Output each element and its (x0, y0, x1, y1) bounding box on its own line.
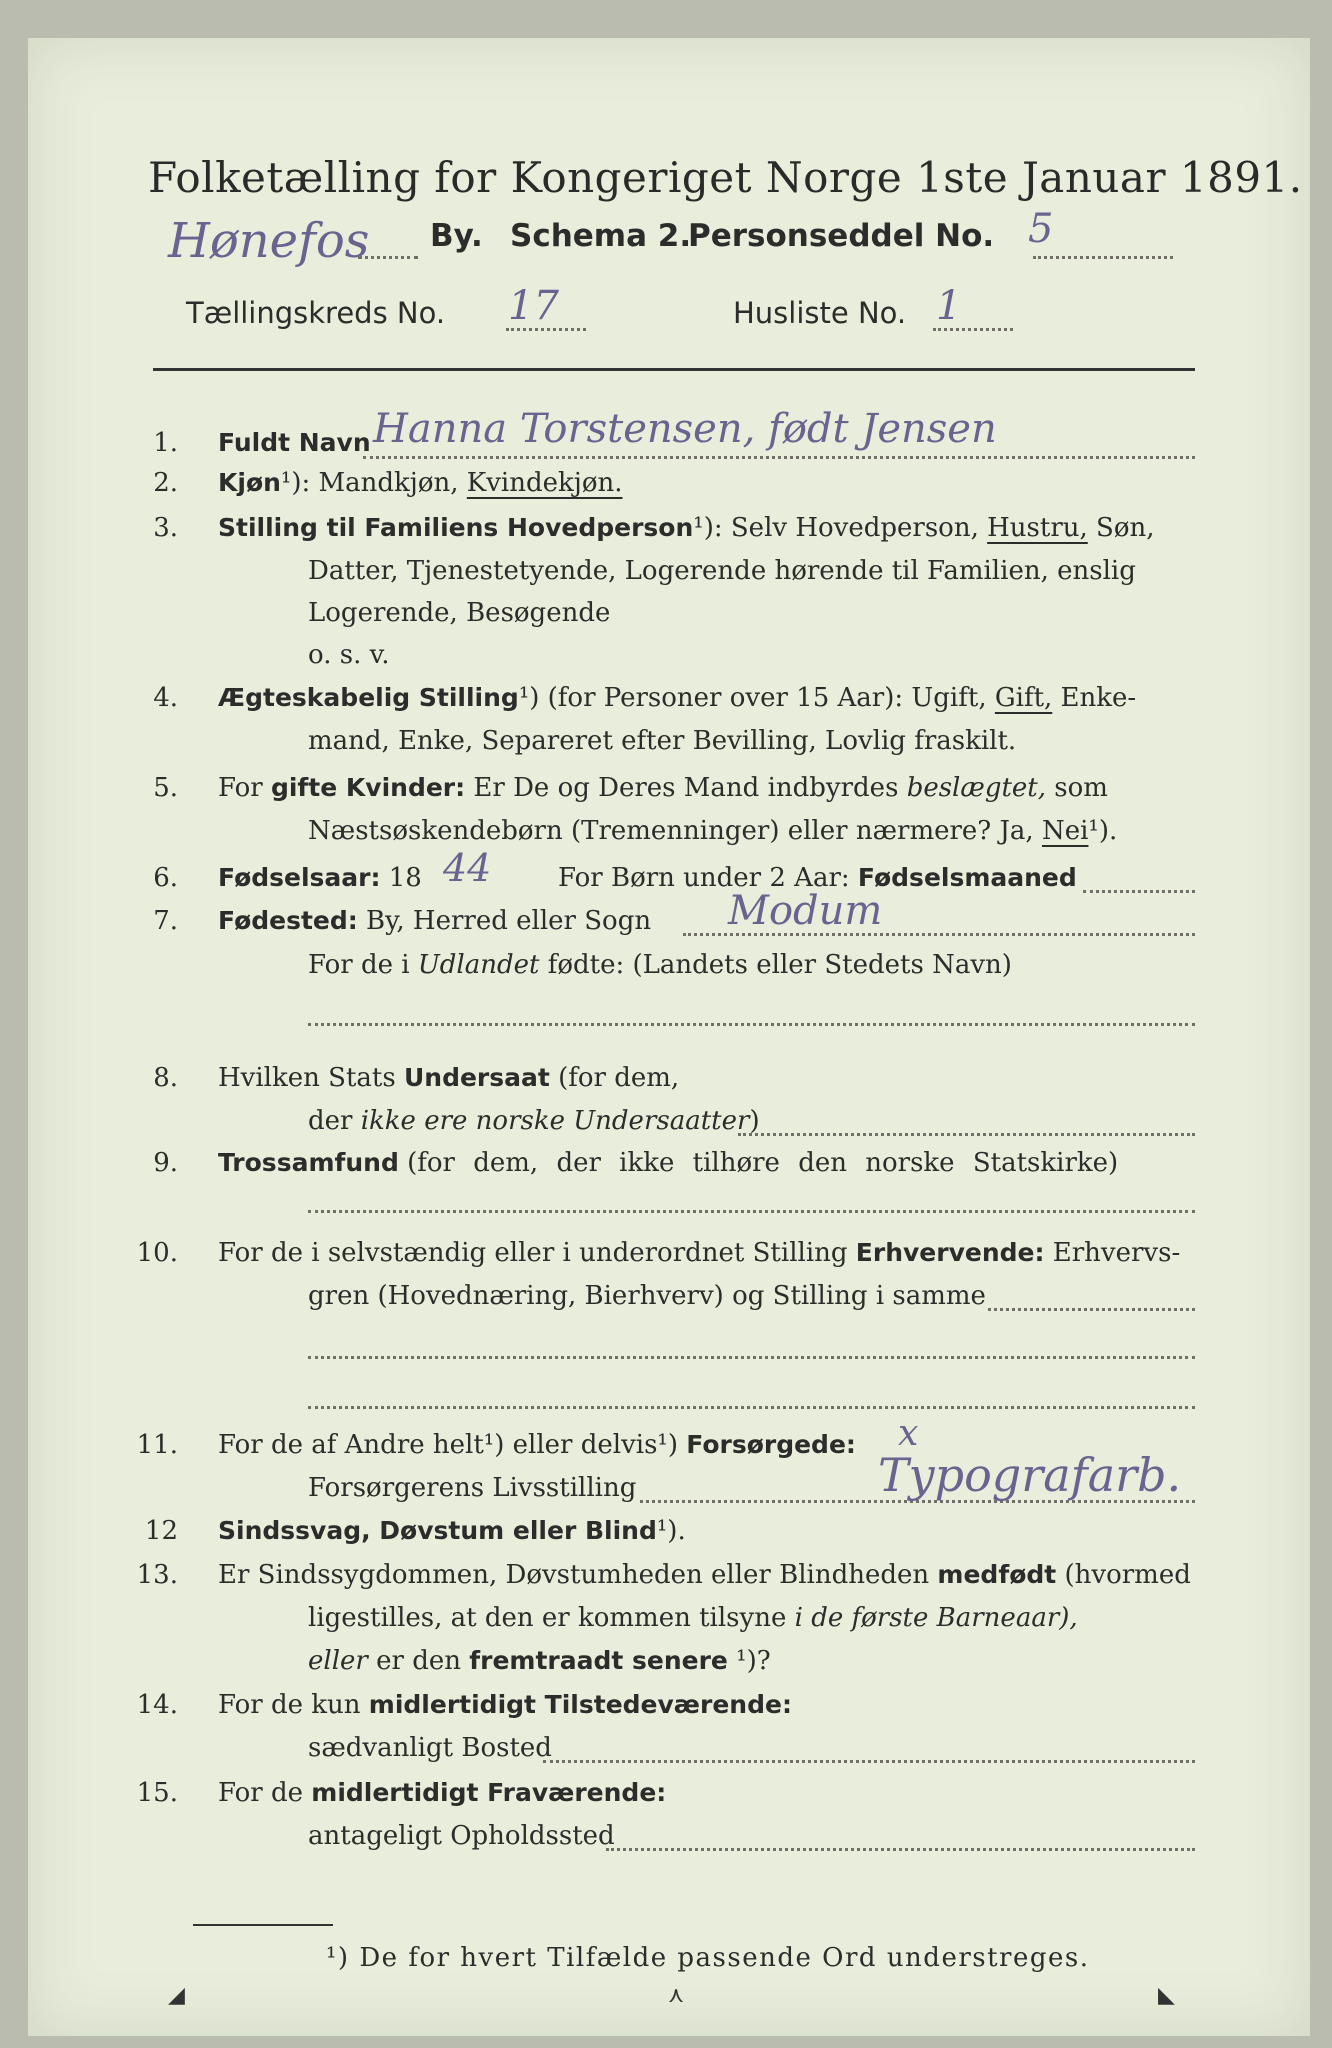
text: For Børn under 2 Aar: (558, 863, 850, 893)
item-number: 4. (153, 683, 178, 713)
text: Er Sindssygdommen, Døvstumheden eller Blindheden (218, 1560, 930, 1590)
item-number: 13. (136, 1560, 178, 1590)
marital-options-line2: mand, Enke, Separeret efter Bevilling, Lovlig fraskilt. (308, 726, 1017, 756)
position-options-2: Søn, (1096, 513, 1155, 543)
footnote-ref: ¹ (280, 468, 292, 498)
item-number: 11. (136, 1430, 178, 1460)
occupation-label: Erhvervende: (855, 1238, 1045, 1267)
supported-mark: x (898, 1413, 919, 1454)
temporary-absent-label: midlertidigt Fraværende: (311, 1778, 667, 1807)
text: ) (749, 1106, 760, 1136)
item-number: 12 (144, 1516, 178, 1546)
item-number: 1. (153, 428, 178, 458)
religion-label: Trossamfund (218, 1148, 399, 1177)
birth-month-label: Fødselsmaaned (857, 863, 1077, 892)
form-title: Folketælling for Kongeriget Norge 1ste Januar 1891. (148, 153, 1303, 202)
by-label: By. (430, 218, 483, 254)
footnote-rule (193, 1924, 333, 1926)
gender-selected: Kvindekjøn. (466, 468, 623, 498)
item-number: 5. (153, 773, 178, 803)
marital-selected: Gift, (994, 683, 1053, 713)
position-options-line4: o. s. v. (308, 640, 390, 670)
husliste-label: Husliste No. (733, 296, 907, 330)
text: For de i selvstændig eller i underordnet Stilling (218, 1238, 848, 1268)
birth-year-value: 44 (443, 846, 492, 890)
item-number: 6. (153, 863, 178, 893)
marital-label: Ægteskabelig Stilling (218, 683, 519, 712)
text: ligestilles, at den er kommen tilsyne (308, 1603, 787, 1633)
birthplace-label: Fødested: (218, 906, 358, 935)
supported-label: Forsørgede: (686, 1430, 856, 1459)
marital-options: ¹) (for Personer over 15 Aar): Ugift, (518, 683, 987, 713)
item-number: 3. (153, 513, 178, 543)
gender-label: Kjøn (218, 468, 281, 497)
temporary-present-label: midlertidigt Tilstedeværende: (368, 1690, 792, 1719)
item-number: 2. (153, 468, 178, 498)
text: fødte: (Landets eller Stedets Navn) (547, 950, 1012, 980)
birthplace-value: Modum (728, 888, 883, 934)
text: 18 (388, 863, 422, 893)
item-number: 14. (136, 1690, 178, 1720)
text: Erhvervs- (1052, 1238, 1181, 1268)
congenital-label: medfødt (937, 1560, 1057, 1589)
husliste-number: 1 (936, 283, 962, 329)
item-number: 7. (153, 906, 178, 936)
occupation-line2: gren (Hovednæring, Bierhverv) og Stilling i samme (308, 1281, 986, 1311)
text: (for dem, der ikke tilhøre den norske Statskirke) (407, 1148, 1119, 1178)
text: For (218, 773, 263, 803)
related-selected: Nei (1041, 816, 1089, 846)
text: Hvilken Stats (218, 1063, 396, 1093)
kreds-label: Tællingskreds No. (186, 296, 446, 330)
position-options-line3: Logerende, Besøgende (308, 598, 611, 628)
probable-residence-label: antageligt Opholdssted (308, 1821, 615, 1851)
text: By, Herred eller Sogn (366, 906, 652, 936)
text: (hvormed (1064, 1560, 1191, 1590)
item-number: 10. (136, 1238, 178, 1268)
item-number: 15. (136, 1778, 178, 1808)
item-number: 9. (153, 1148, 178, 1178)
text: Er De og Deres Mand indbyrdes (473, 773, 899, 803)
text: (for dem, (558, 1063, 680, 1093)
text: beslægtet, (906, 773, 1047, 803)
marital-options-2: Enke- (1060, 683, 1137, 713)
text: som (1054, 773, 1108, 803)
text: For de (218, 1778, 303, 1808)
city-name-handwritten: Hønefos (168, 213, 370, 269)
text: Udlandet (417, 950, 540, 980)
text: i de første Barneaar), (794, 1603, 1078, 1633)
birth-year-label: Fødselsaar: (218, 863, 381, 892)
text: For de af Andre helt¹) eller delvis¹) (218, 1430, 678, 1460)
corner-mark-icon: ◣ (1158, 1983, 1175, 2008)
supporter-occupation-value: Typografarb. (878, 1448, 1182, 1502)
position-label: Stilling til Familiens Hovedperson (218, 513, 694, 542)
text: ¹). (1088, 816, 1118, 846)
kreds-number: 17 (508, 283, 559, 329)
later-onset-label: fremtraadt senere (469, 1646, 728, 1675)
text: ¹). (656, 1516, 686, 1546)
text: Næstsøskendebørn (Tremenninger) eller nærmere? Ja, (308, 816, 1034, 846)
corner-mark-icon: ◢ (168, 1983, 185, 2008)
footnote: ¹) De for hvert Tilfælde passende Ord understreges. (326, 1943, 1090, 1973)
text: ikke ere norske Undersaatter (360, 1106, 750, 1136)
text: ¹)? (736, 1646, 771, 1676)
item-number: 8. (153, 1063, 178, 1093)
text: For de i (308, 950, 410, 980)
position-selected: Hustru, (987, 513, 1088, 543)
married-women-label: gifte Kvinder: (270, 773, 466, 802)
gender-options: ): Mandkjøn, (291, 468, 459, 498)
text: er den (376, 1646, 461, 1676)
usual-residence-label: sædvanligt Bosted (308, 1733, 552, 1763)
disability-label: Sindssvag, Døvstum eller Blind (218, 1516, 657, 1545)
position-options: ¹): Selv Hovedperson, (693, 513, 979, 543)
text: der (308, 1106, 353, 1136)
full-name-value: Hanna Torstensen, født Jensen (373, 406, 997, 452)
position-options-line2: Datter, Tjenestetyende, Logerende hørende til Familien, enslig (308, 556, 1136, 586)
personseddel-number: 5 (1028, 206, 1054, 252)
header-rule (153, 368, 1195, 371)
text: eller (308, 1646, 368, 1676)
schema-label: Schema 2. (510, 218, 692, 254)
text: For de kun (218, 1690, 361, 1720)
personseddel-label: Personseddel No. (688, 218, 995, 254)
census-form-page (28, 38, 1310, 2036)
full-name-label: Fuldt Navn (218, 428, 371, 457)
center-mark-icon: ⋏ (668, 1983, 685, 2008)
supporter-occupation-label: Forsørgerens Livsstilling (308, 1473, 637, 1503)
citizenship-label: Undersaat (403, 1063, 550, 1092)
